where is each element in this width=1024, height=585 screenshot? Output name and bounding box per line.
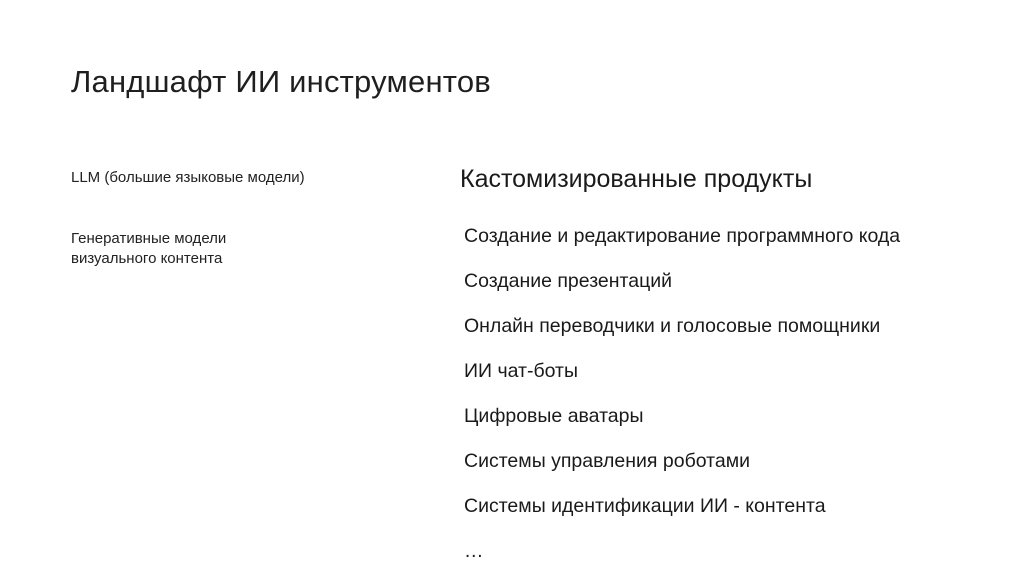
list-item: Создание и редактирование программного кода (464, 225, 901, 247)
list-item: Создание презентаций (464, 270, 673, 292)
list-item: Системы управления роботами (464, 450, 751, 472)
list-item: ИИ чат-боты (464, 360, 578, 382)
slide-title: Ландшафт ИИ инструментов (71, 64, 491, 99)
list-item: … (464, 540, 484, 562)
list-item: Системы идентификации ИИ - контента (464, 495, 826, 517)
left-item-generative-models: Генеративные модели визуального контента (71, 230, 227, 267)
right-list (464, 225, 900, 585)
list-item: Онлайн переводчики и голосовые помощники (464, 315, 881, 337)
list-item: Цифровые аватары (464, 405, 644, 427)
left-column (71, 168, 401, 269)
left-item-llm: LLM (большие языковые модели) (71, 169, 305, 186)
right-heading: Кастомизированные продукты (460, 165, 813, 193)
